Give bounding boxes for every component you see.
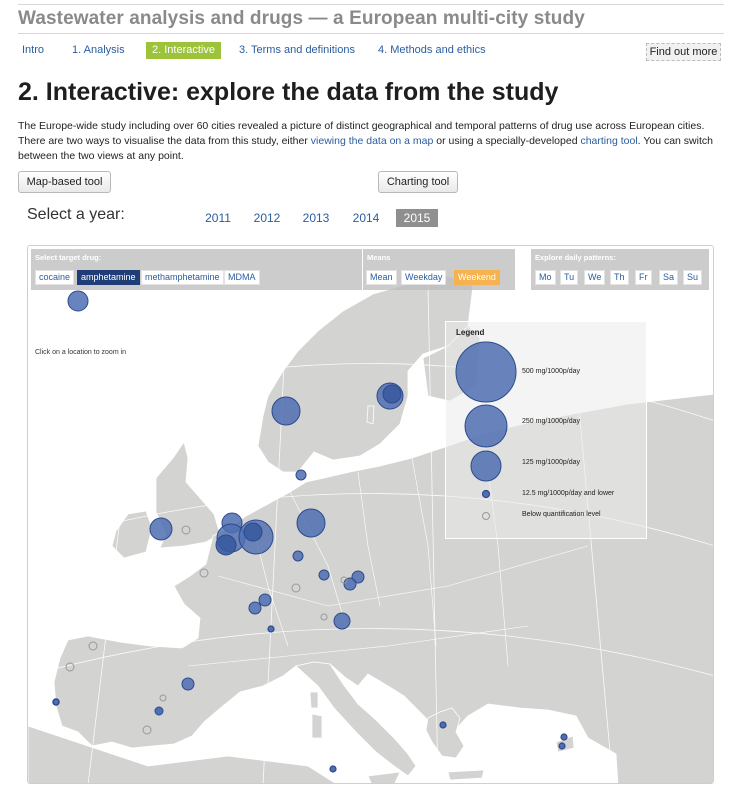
tab-methods[interactable]: 4. Methods and ethics <box>378 44 486 56</box>
corsica-land <box>310 692 318 708</box>
day-option-tu[interactable]: Tu <box>560 270 578 285</box>
map-legend <box>445 321 647 539</box>
legend-label-500: 500 mg/1000p/day <box>522 368 580 375</box>
gotland-land <box>367 406 374 424</box>
year-2015[interactable]: 2015 <box>396 209 438 227</box>
tab-intro[interactable]: Intro <box>22 44 45 56</box>
means-option-weekday[interactable]: Weekday <box>401 270 446 285</box>
day-option-mo[interactable]: Mo <box>535 270 556 285</box>
city-bubble[interactable] <box>268 626 274 632</box>
city-bubble[interactable] <box>383 385 401 403</box>
city-bubble[interactable] <box>216 535 236 555</box>
map-tool-button[interactable]: Map-based tool <box>18 171 111 193</box>
city-bubble[interactable] <box>440 722 446 728</box>
daily-patterns-panel <box>531 249 709 290</box>
city-bubble[interactable] <box>150 518 172 540</box>
legend-title: Legend <box>456 328 485 337</box>
drug-option-amphetamine[interactable]: amphetamine <box>77 270 140 285</box>
means-panel <box>363 249 515 290</box>
charting-tool-link[interactable]: charting tool <box>580 135 638 147</box>
city-bubble[interactable] <box>334 613 350 629</box>
drug-option-cocaine[interactable]: cocaine <box>35 270 74 285</box>
legend-label-250: 250 mg/1000p/day <box>522 418 580 425</box>
year-2013[interactable]: 2013 <box>302 211 330 225</box>
intro-text-part: The Europe-wide study including over 60 cities revealed a picture of distinct geographical and temporal patterns of drug use across European cities. There are two ways to visualise the data from this study, either <box>18 120 705 147</box>
tab-interactive[interactable]: 2. Interactive <box>146 42 221 59</box>
city-bubble[interactable] <box>293 551 303 561</box>
legend-circle-500 <box>456 342 516 402</box>
city-bubble[interactable] <box>296 470 306 480</box>
charting-tool-button[interactable]: Charting tool <box>378 171 458 193</box>
means-option-weekend[interactable]: Weekend <box>454 270 500 285</box>
city-bubble[interactable] <box>272 397 300 425</box>
legend-label-125: 125 mg/1000p/day <box>522 459 580 466</box>
zoom-hint: Click on a location to zoom in <box>35 349 127 356</box>
year-select-label: Select a year: <box>27 206 125 223</box>
day-option-sa[interactable]: Sa <box>659 270 678 285</box>
city-bubble[interactable] <box>249 602 261 614</box>
city-bubble[interactable] <box>53 699 59 705</box>
legend-circle-below-quant <box>483 513 490 520</box>
intro-text <box>18 119 723 164</box>
city-bubble[interactable] <box>297 509 325 537</box>
city-bubble[interactable] <box>68 291 88 311</box>
tab-terms[interactable]: 3. Terms and definitions <box>239 44 355 56</box>
legend-label-12-5: 12.5 mg/1000p/day and lower <box>522 490 615 497</box>
day-option-we[interactable]: We <box>584 270 605 285</box>
legend-circle-250 <box>465 405 507 447</box>
sardinia-land <box>312 714 322 738</box>
city-bubble[interactable] <box>330 766 336 772</box>
year-2012[interactable]: 2012 <box>253 211 281 225</box>
legend-label-below-quant: Below quantification level <box>522 511 601 518</box>
city-bubble[interactable] <box>559 743 565 749</box>
city-bubble[interactable] <box>561 734 567 740</box>
city-bubble[interactable] <box>244 523 262 541</box>
city-bubble[interactable] <box>182 678 194 690</box>
year-2011[interactable]: 2011 <box>205 211 231 225</box>
site-title: Wastewater analysis and drugs — a European multi-city study <box>18 8 585 29</box>
tab-analysis[interactable]: 1. Analysis <box>72 44 125 56</box>
city-bubble[interactable] <box>319 570 329 580</box>
title-rule <box>18 33 724 34</box>
means-option-mean[interactable]: Mean <box>366 270 397 285</box>
map-view-link[interactable]: viewing the data on a map <box>310 135 434 147</box>
year-2014[interactable]: 2014 <box>352 211 380 225</box>
city-bubble[interactable] <box>259 594 271 606</box>
map-container[interactable] <box>27 245 714 784</box>
intro-text-part: or using a specially-developed <box>433 135 581 147</box>
legend-circle-12-5 <box>483 491 490 498</box>
means-title: Means <box>367 253 391 262</box>
daily-patterns-title: Explore daily patterns: <box>535 253 616 262</box>
day-option-th[interactable]: Th <box>610 270 629 285</box>
crete-land <box>448 770 484 780</box>
drug-option-mdma[interactable]: MDMA <box>224 270 260 285</box>
intro-text-part: . You can switch between the two views at any point. <box>18 135 713 162</box>
drug-select-title: Select target drug: <box>35 253 102 262</box>
drug-select-panel <box>31 249 362 290</box>
top-rule <box>18 4 724 5</box>
drug-option-methamphetamine[interactable]: methamphetamine <box>141 270 224 285</box>
legend-symbols <box>446 322 648 540</box>
page-title: 2. Interactive: explore the data from the study <box>18 78 559 106</box>
city-bubble[interactable] <box>155 707 163 715</box>
day-option-su[interactable]: Su <box>683 270 702 285</box>
legend-circle-125 <box>471 451 501 481</box>
day-option-fr[interactable]: Fr <box>635 270 652 285</box>
city-bubble[interactable] <box>344 578 356 590</box>
find-out-more-button[interactable]: Find out more <box>646 43 721 61</box>
